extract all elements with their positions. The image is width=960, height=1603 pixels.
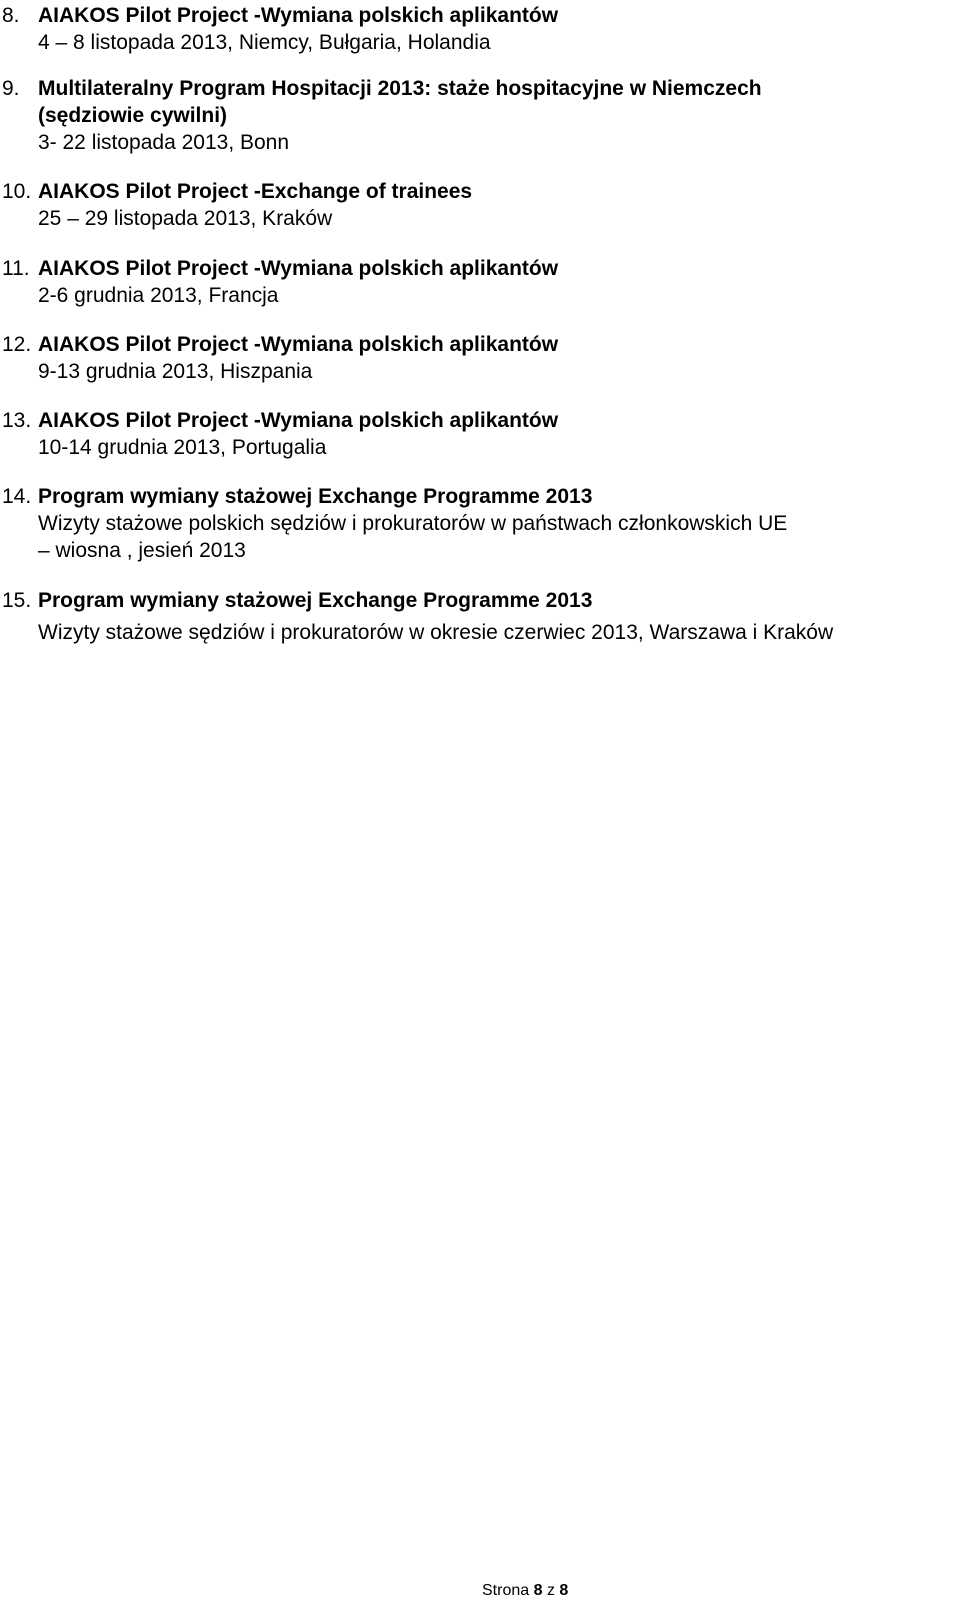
item-title: AIAKOS Pilot Project -Exchange of trainees xyxy=(38,180,473,203)
item-number: 13. xyxy=(2,409,32,432)
item-number: 11. xyxy=(2,257,30,280)
item-title-continued: (sędziowie cywilni) xyxy=(38,104,228,127)
item-detail: 4 – 8 listopada 2013, Niemcy, Bułgaria, Holandia xyxy=(38,31,491,54)
item-title: AIAKOS Pilot Project -Wymiana polskich aplikantów xyxy=(38,4,559,27)
item-number: 14. xyxy=(2,485,32,508)
footer-page-total: 8 xyxy=(559,1582,569,1599)
item-title: AIAKOS Pilot Project -Wymiana polskich aplikantów xyxy=(38,257,559,280)
item-detail: 9-13 grudnia 2013, Hiszpania xyxy=(38,360,313,383)
item-title: AIAKOS Pilot Project -Wymiana polskich aplikantów xyxy=(38,409,559,432)
item-detail: 2-6 grudnia 2013, Francja xyxy=(38,284,279,307)
item-detail: Wizyty stażowe polskich sędziów i prokuratorów w państwach członkowskich UE xyxy=(38,512,788,535)
item-number: 12. xyxy=(2,333,32,356)
item-title: Multilateralny Program Hospitacji 2013: staże hospitacyjne w Niemczech xyxy=(38,77,762,100)
footer-separator: z xyxy=(546,1582,555,1599)
item-title: Program wymiany stażowej Exchange Programme 2013 xyxy=(38,589,593,612)
page-footer xyxy=(482,1582,568,1600)
item-number: 8. xyxy=(2,4,20,27)
item-detail: Wizyty stażowe sędziów i prokuratorów w okresie czerwiec 2013, Warszawa i Kraków xyxy=(38,621,834,644)
item-number: 15. xyxy=(2,589,32,612)
footer-page-number: 8 xyxy=(533,1582,543,1599)
item-title: AIAKOS Pilot Project -Wymiana polskich aplikantów xyxy=(38,333,559,356)
item-detail: 3- 22 listopada 2013, Bonn xyxy=(38,131,290,154)
item-detail-continued: – wiosna , jesień 2013 xyxy=(38,539,246,562)
item-title: Program wymiany stażowej Exchange Programme 2013 xyxy=(38,485,593,508)
item-number: 9. xyxy=(2,77,20,100)
item-detail: 25 – 29 listopada 2013, Kraków xyxy=(38,207,333,230)
footer-label: Strona xyxy=(482,1582,530,1599)
item-number: 10. xyxy=(2,180,32,203)
item-detail: 10-14 grudnia 2013, Portugalia xyxy=(38,436,327,459)
